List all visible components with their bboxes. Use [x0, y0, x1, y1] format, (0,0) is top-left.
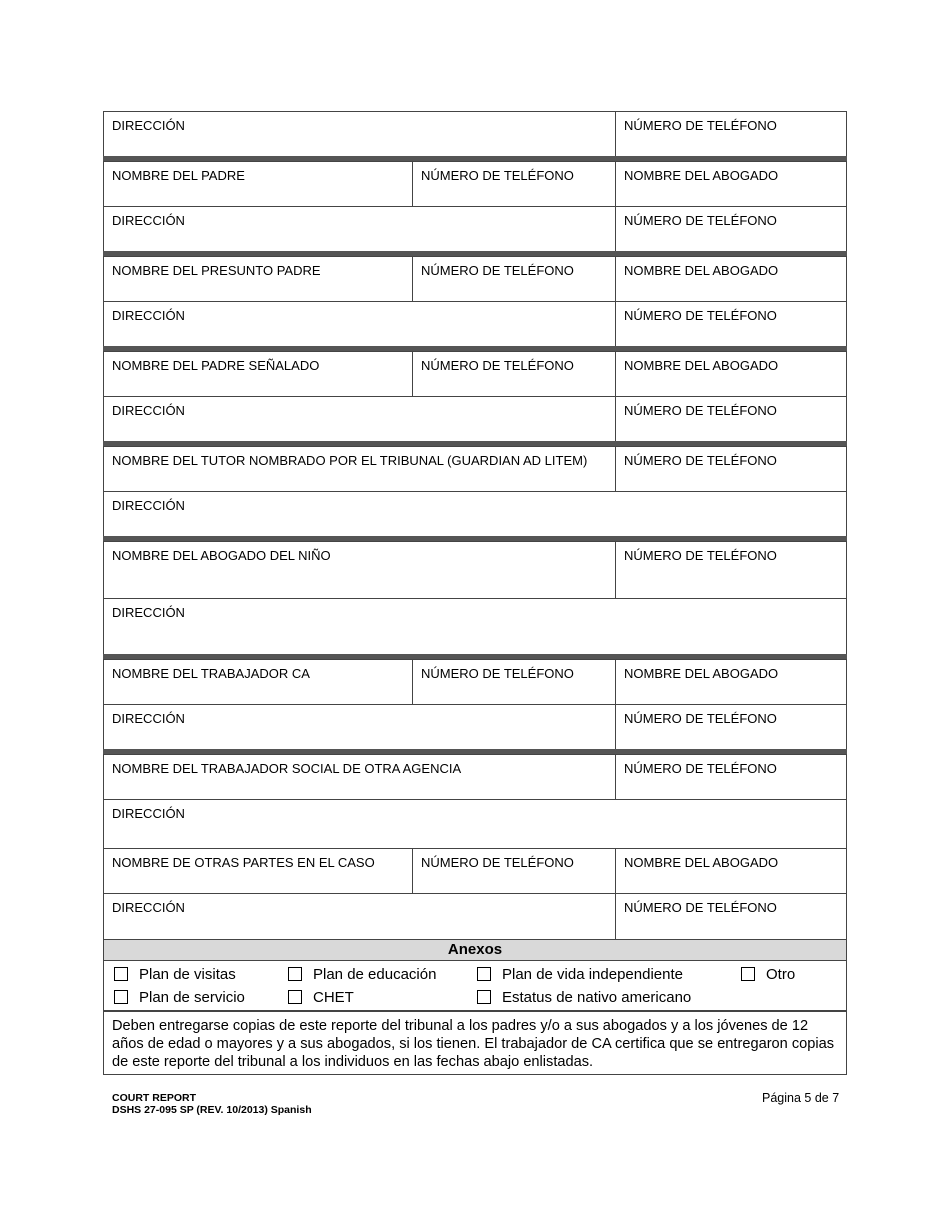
address-field[interactable]: DIRECCIÓN	[103, 396, 616, 442]
row-other-agency-worker-address	[103, 799, 847, 849]
phone-field[interactable]: NÚMERO DE TELÉFONO	[615, 396, 847, 442]
row-mother-address	[103, 111, 847, 157]
form-number: DSHS 27-095 SP (REV. 10/2013) Spanish	[112, 1104, 312, 1116]
checkbox-box[interactable]	[288, 967, 302, 981]
address-field[interactable]: DIRECCIÓN	[103, 491, 847, 537]
row-child-attorney-address	[103, 598, 847, 655]
row-guardian-address	[103, 491, 847, 537]
checkbox-box[interactable]	[477, 990, 491, 1004]
other-agency-worker-name-field[interactable]: NOMBRE DEL TRABAJADOR SOCIAL DE OTRA AGENCIA	[103, 754, 616, 800]
phone-field[interactable]: NÚMERO DE TELÉFONO	[615, 541, 847, 599]
phone-field[interactable]: NÚMERO DE TELÉFONO	[615, 704, 847, 750]
checkbox-box[interactable]	[741, 967, 755, 981]
attorney-name-field[interactable]: NOMBRE DEL ABOGADO	[615, 351, 847, 397]
form-title: COURT REPORT	[112, 1092, 196, 1104]
phone-field[interactable]: NÚMERO DE TELÉFONO	[615, 301, 847, 347]
row-other-parties-address	[103, 893, 847, 940]
row-child-attorney-name	[103, 541, 847, 599]
row-father-address	[103, 206, 847, 252]
address-field[interactable]: DIRECCIÓN	[103, 799, 847, 849]
row-other-agency-worker-name	[103, 754, 847, 800]
checkbox-label: Plan de servicio	[139, 989, 245, 1006]
alleged-father-name-field[interactable]: NOMBRE DEL PADRE SEÑALADO	[103, 351, 413, 397]
attorney-name-field[interactable]: NOMBRE DEL ABOGADO	[615, 659, 847, 705]
attorney-name-field[interactable]: NOMBRE DEL ABOGADO	[615, 161, 847, 207]
father-name-field[interactable]: NOMBRE DEL PADRE	[103, 161, 413, 207]
guardian-name-field[interactable]: NOMBRE DEL TUTOR NOMBRADO POR EL TRIBUNAL (GUARDIAN AD LITEM)	[103, 446, 616, 492]
phone-field[interactable]: NÚMERO DE TELÉFONO	[412, 659, 616, 705]
attorney-name-field[interactable]: NOMBRE DEL ABOGADO	[615, 848, 847, 894]
distribution-notice: Deben entregarse copias de este reporte del tribunal a los padres y/o a sus abogados y a los jóvenes de 12 años de edad o mayores y a sus abogados, si los tienen. El trabajador de CA certifica que se entregaron copias de este reporte del tribunal a los individuos en las fechas abajo enlistadas.	[103, 1011, 847, 1075]
checkbox-box[interactable]	[114, 967, 128, 981]
address-field[interactable]: DIRECCIÓN	[103, 598, 847, 655]
phone-field[interactable]: NÚMERO DE TELÉFONO	[412, 351, 616, 397]
child-attorney-name-field[interactable]: NOMBRE DEL ABOGADO DEL NIÑO	[103, 541, 616, 599]
checkbox-box[interactable]	[114, 990, 128, 1004]
phone-field[interactable]: NÚMERO DE TELÉFONO	[412, 256, 616, 302]
attorney-name-field[interactable]: NOMBRE DEL ABOGADO	[615, 256, 847, 302]
checkbox-box[interactable]	[288, 990, 302, 1004]
row-presumed-father-address	[103, 301, 847, 347]
address-field[interactable]: DIRECCIÓN	[103, 893, 616, 940]
address-field[interactable]: DIRECCIÓN	[103, 206, 616, 252]
checkbox-label: CHET	[313, 989, 354, 1006]
other-parties-name-field[interactable]: NOMBRE DE OTRAS PARTES EN EL CASO	[103, 848, 413, 894]
row-father-name	[103, 161, 847, 207]
row-ca-worker-address	[103, 704, 847, 750]
phone-field[interactable]: NÚMERO DE TELÉFONO	[412, 848, 616, 894]
row-alleged-father-name	[103, 351, 847, 397]
form-identifier	[112, 1092, 312, 1116]
address-field[interactable]: DIRECCIÓN	[103, 111, 616, 157]
checkbox-box[interactable]	[477, 967, 491, 981]
address-field[interactable]: DIRECCIÓN	[103, 301, 616, 347]
row-alleged-father-address	[103, 396, 847, 442]
attachments-header: Anexos	[103, 939, 847, 961]
phone-field[interactable]: NÚMERO DE TELÉFONO	[615, 206, 847, 252]
checkbox-label: Otro	[766, 966, 796, 983]
phone-field[interactable]: NÚMERO DE TELÉFONO	[615, 111, 847, 157]
checkbox-label: Estatus de nativo americano	[502, 989, 692, 1006]
row-ca-worker-name	[103, 659, 847, 705]
phone-field[interactable]: NÚMERO DE TELÉFONO	[615, 446, 847, 492]
row-guardian-name	[103, 446, 847, 492]
phone-field[interactable]: NÚMERO DE TELÉFONO	[615, 754, 847, 800]
phone-field[interactable]: NÚMERO DE TELÉFONO	[615, 893, 847, 940]
attachments-checklist	[103, 961, 847, 1011]
checkbox-label: Plan de vida independiente	[502, 966, 683, 983]
checkbox-label: Plan de educación	[313, 966, 437, 983]
checkbox-label: Plan de visitas	[139, 966, 236, 983]
court-report-form	[103, 111, 847, 1076]
row-presumed-father-name	[103, 256, 847, 302]
row-other-parties-name	[103, 848, 847, 894]
presumed-father-name-field[interactable]: NOMBRE DEL PRESUNTO PADRE	[103, 256, 413, 302]
ca-worker-name-field[interactable]: NOMBRE DEL TRABAJADOR CA	[103, 659, 413, 705]
address-field[interactable]: DIRECCIÓN	[103, 704, 616, 750]
page-number: Página 5 de 7	[762, 1091, 840, 1105]
phone-field[interactable]: NÚMERO DE TELÉFONO	[412, 161, 616, 207]
